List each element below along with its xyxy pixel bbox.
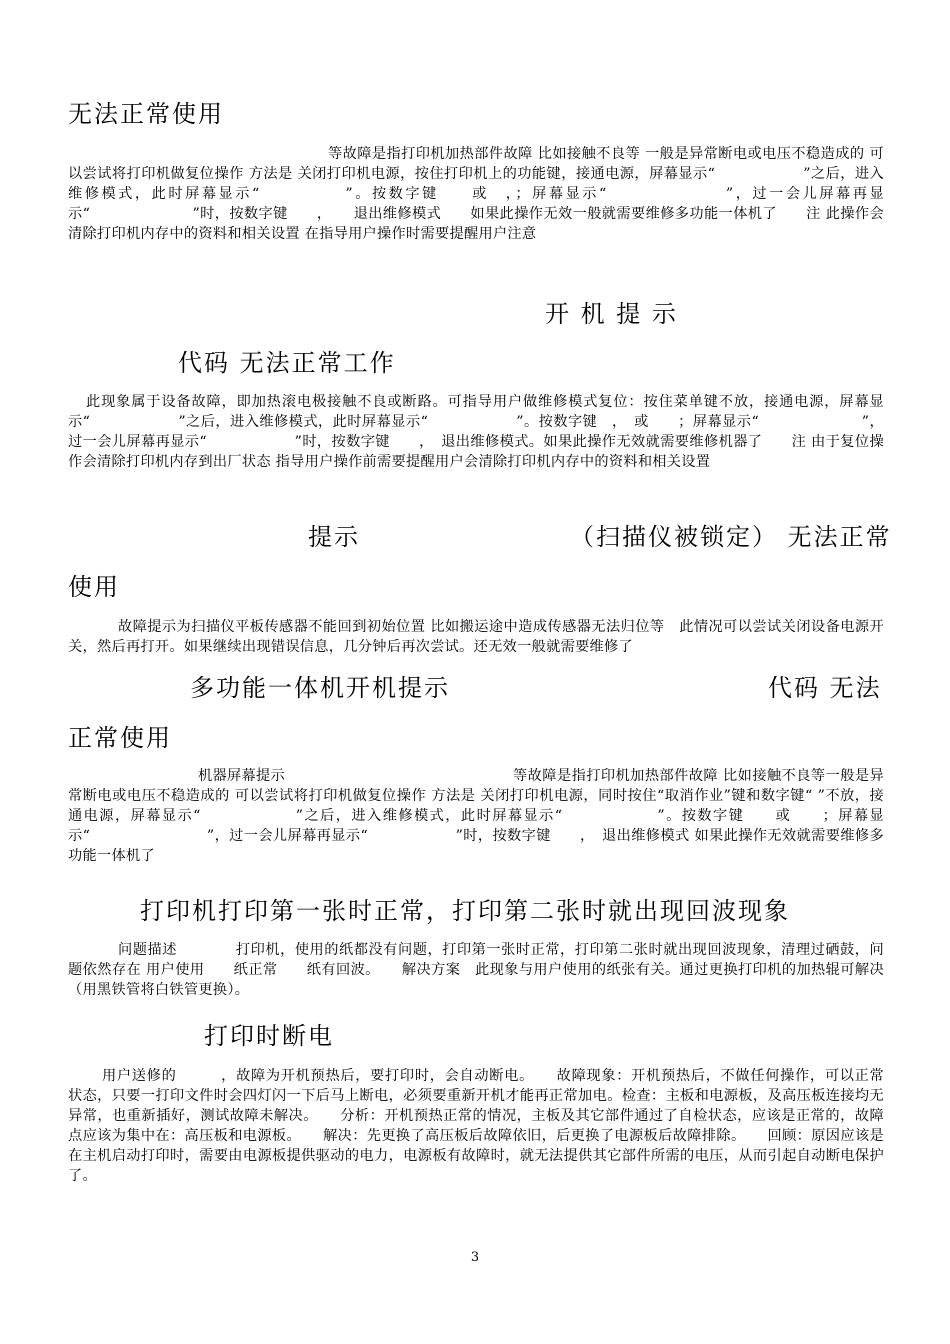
heading-code-cannot-work: 代码 无法正常工作 (178, 349, 396, 377)
heading-prompt: 提示 (308, 523, 360, 551)
heading-code-cannot: 代码 无法 (768, 674, 882, 702)
paragraph-scanner-sensor: 故障提示为扫描仪平板传感器不能回到初始位置 比如搬运途中造成传感器无法归位等 此情况可以尝试关闭设备电源开关，然后再打开。如果继续出现错误信息，几分钟后再次尝试。还无效一般就需要维修了 (68, 619, 884, 655)
heading-use: 使用 (68, 573, 120, 601)
heading-normal-use: 正常使用 (68, 724, 172, 752)
page-number: 3 (470, 1250, 480, 1265)
heading-scanner-locked: （扫描仪被锁定） 无法正常 (570, 523, 892, 551)
paragraph-fuser-reset-1: 等故障是指打印机加热部件故障 比如接触不良等 一般是异常断电或电压不稳造成的 可以尝试将打印机做复位操作 方法是 关闭打印机电源，按住打印机上的功能键，接通电源，屏幕显示“ ”之后，进入维修模式，此时屏幕显示“ ”。按数字键 或 ，；屏幕显示“ ”，过一会儿屏幕再显示“ ”时，按数字键 ， 退出维修模式 如果此操作无效一般就需要维修多功能一体机了 注 此操作会清除打印机内存中的资料和相关设置 在指导用户操作时需要提醒用户注意 (68, 146, 884, 242)
paragraph-fuser-reset-2: 等故障是指打印机加热部件故障 比如接触不良等一般是异常断电或电压不稳造成的 可以尝试将打印机做复位操作 方法是 关闭打印机电源，同时按住“取消作业”键和数字键“ ”不放，接通电源，屏幕显示“ ”之后，进入维修模式，此时屏幕显示“ ”。按数字键 或 ；屏幕显示“ ”，过一会儿屏幕再显示“ ”时，按数字键 ， 退出维修模式 如果此操作无效就需要维修多功能一体机了 (68, 768, 884, 864)
heading-mfp-startup: 多功能一体机开机提示 (190, 674, 450, 702)
paragraph-screen-prompt-lead: 机器屏幕提示 (198, 768, 285, 784)
heading-cannot-use: 无法正常使用 (68, 100, 224, 128)
paragraph-heating-roller-fault: 此现象属于设备故障，即加热滚电极接触不良或断路。可指导用户做维修模式复位：按住菜单键不放，接通电源，屏幕显示“ ”之后，进入维修模式，此时屏幕显示“ ”。按数字键 ， 或 ；屏幕显示“ ”，过一会儿屏幕再显示“ ”时，按数字键 ， 退出维修模式。如果此操作无效就需要维修机器了 注 由于复位操作会清除打印机内存到出厂状态 指导用户操作前需要提醒用户会清除打印机内存中的资料和相关设置 (68, 394, 884, 470)
heading-ghosting: 打印机打印第一张时正常，打印第二张时就出现回波现象 (140, 897, 790, 925)
paragraph-ghosting-solution: 问题描述 打印机，使用的纸都没有问题，打印第一张时正常，打印第二张时就出现回波现象，清理过硒鼓，问题依然存在 用户使用 纸正常 纸有回波。 解决方案 此现象与用户使用的纸张有关。通过更换打印机的加热辊可解决（用黑铁管将白铁管更换）。 (68, 942, 884, 998)
heading-power-off: 打印时断电 (204, 1022, 334, 1050)
heading-startup-prompt: 开 机 提 示 (545, 300, 678, 328)
paragraph-power-off-case: 用户送修的 ，故障为开机预热后，要打印时，会自动断电。 故障现象：开机预热后，不做任何操作，可以正常 状态，只要一打印文件时会四灯闪一下后马上断电，必须要重新开机才能再正常加电。检查：主板和电源板，及高压板连接均无异常，也重新插好，测试故障未解决。 分析：开机预热正常的情况，主板及其它部件通过了自检状态，应该是正常的，故障点应该为集中在：高压板和电源板。 解决：先更换了高压板后故障依旧，后更换了电源板后故障排除。 回顾：原因应该是在主机启动打印时，需要由电源板提供驱动的电力，电源板有故障时，就无法提供其它部件所需的电压，从而引起自动断电保护了。 (68, 1068, 928, 1184)
